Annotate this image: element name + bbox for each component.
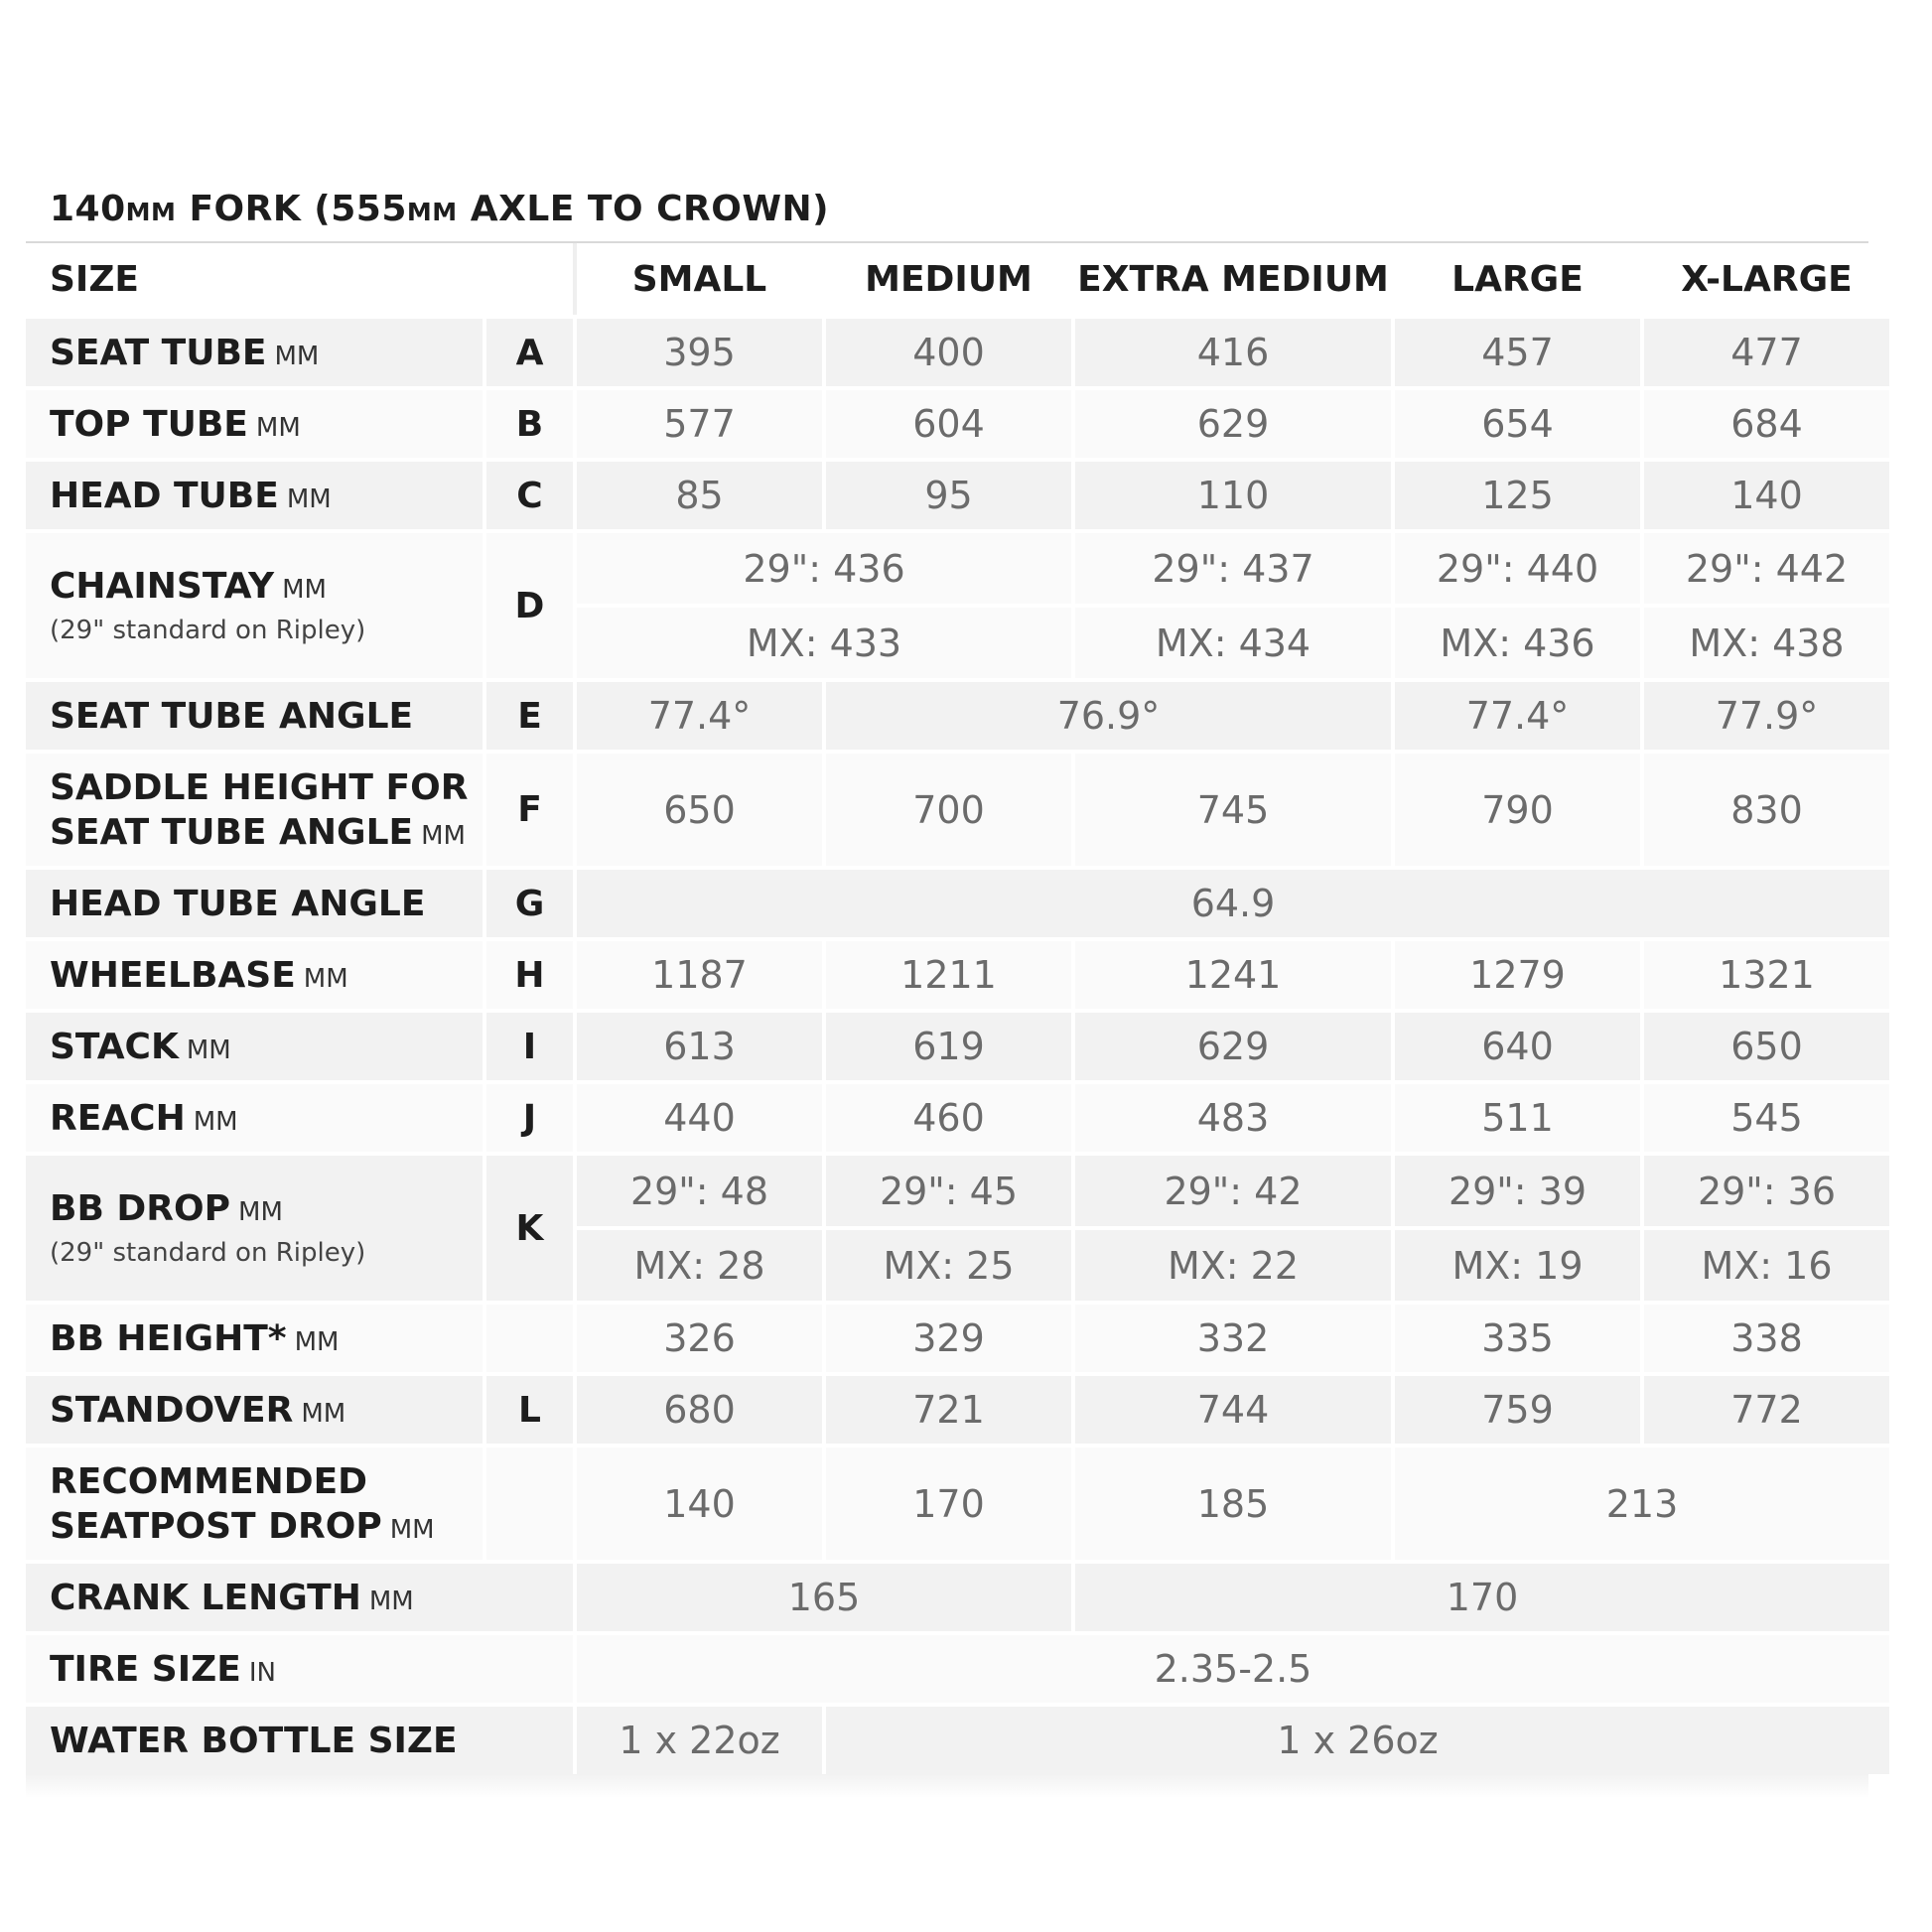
row-unit: MM [282, 575, 327, 606]
row-letter [486, 1444, 577, 1560]
cell-value: 64.9 [577, 866, 1893, 937]
cell-value: 744 [1075, 1372, 1395, 1444]
chart-title: 140MM FORK (555MM AXLE TO CROWN) [26, 179, 1868, 243]
cell-value: 604 [826, 386, 1075, 458]
cell-value: 619 [826, 1009, 1075, 1080]
cell-value: 759 [1395, 1372, 1644, 1444]
cell-value: MX: 28 [577, 1226, 826, 1301]
head-tube-angle-row [26, 866, 1893, 937]
cell-value: 110 [1075, 458, 1395, 529]
cell-value: 545 [1644, 1080, 1893, 1152]
row-unit: MM [255, 412, 301, 443]
tire-size-row [26, 1631, 1893, 1703]
row-letter: B [486, 386, 577, 458]
size-header: SIZE [26, 243, 486, 315]
head-tube-row [26, 458, 1893, 529]
size-small-header: SMALL [577, 243, 826, 315]
cell-value: 213 [1395, 1444, 1893, 1560]
row-letter: E [486, 678, 577, 750]
cell-value: 395 [577, 315, 826, 386]
seat-tube-row [26, 315, 1893, 386]
size-medium-header: MEDIUM [826, 243, 1075, 315]
cell-value: 140 [1644, 458, 1893, 529]
cell-value: 29": 440 [1395, 529, 1644, 604]
row-unit: MM [294, 1326, 340, 1357]
cell-value: MX: 438 [1644, 604, 1893, 678]
cell-value: MX: 433 [577, 604, 1075, 678]
row-unit: MM [286, 483, 332, 514]
row-label-line2: SEATPOST DROP [50, 1505, 382, 1547]
cell-value: 1 x 26oz [826, 1703, 1893, 1774]
cell-value: 483 [1075, 1080, 1395, 1152]
cell-value: 329 [826, 1301, 1075, 1372]
cell-value: 170 [826, 1444, 1075, 1560]
cell-value: MX: 25 [826, 1226, 1075, 1301]
row-letter: A [486, 315, 577, 386]
row-label: SEAT TUBE [50, 332, 267, 373]
geometry-table [26, 243, 1893, 1774]
table-bottom-fade [26, 1774, 1868, 1798]
cell-value: 1211 [826, 937, 1075, 1009]
cell-value: 95 [826, 458, 1075, 529]
row-unit: MM [389, 1514, 435, 1545]
row-label: WATER BOTTLE SIZE [26, 1703, 577, 1774]
size-extra-medium-header: EXTRA MEDIUM [1075, 243, 1395, 315]
cell-value: MX: 16 [1644, 1226, 1893, 1301]
cell-value: 457 [1395, 315, 1644, 386]
cell-value: 29": 36 [1644, 1152, 1893, 1226]
cell-value: 77.4° [577, 678, 826, 750]
row-letter: J [486, 1080, 577, 1152]
cell-value: 29": 437 [1075, 529, 1395, 604]
cell-value: 680 [577, 1372, 826, 1444]
water-bottle-row [26, 1703, 1893, 1774]
cell-value: 613 [577, 1009, 826, 1080]
cell-value: 1 x 22oz [577, 1703, 826, 1774]
row-unit: MM [193, 1106, 238, 1137]
cell-value: 684 [1644, 386, 1893, 458]
row-note: (29" standard on Ripley) [50, 616, 366, 646]
cell-value: 830 [1644, 750, 1893, 866]
row-unit: MM [186, 1035, 231, 1065]
row-label: WHEELBASE [50, 954, 296, 996]
chainstay-row [26, 529, 1893, 604]
cell-value: 1279 [1395, 937, 1644, 1009]
geometry-chart [26, 179, 1868, 1798]
cell-value: 29": 48 [577, 1152, 826, 1226]
cell-value: 790 [1395, 750, 1644, 866]
row-letter: I [486, 1009, 577, 1080]
row-unit: MM [303, 963, 348, 994]
reach-row [26, 1080, 1893, 1152]
row-label: SEAT TUBE ANGLE [26, 678, 486, 750]
cell-value: 77.9° [1644, 678, 1893, 750]
row-unit: MM [368, 1586, 414, 1616]
size-large-header: LARGE [1395, 243, 1644, 315]
cell-value: 170 [1075, 1560, 1893, 1631]
cell-value: 1321 [1644, 937, 1893, 1009]
cell-value: 85 [577, 458, 826, 529]
row-unit: IN [248, 1657, 276, 1688]
row-label-line1: SADDLE HEIGHT FOR [50, 766, 469, 808]
letter-header [486, 243, 577, 315]
cell-value: 400 [826, 315, 1075, 386]
seat-tube-angle-row [26, 678, 1893, 750]
saddle-height-row [26, 750, 1893, 866]
row-label: BB DROP [50, 1188, 231, 1230]
cell-value: 335 [1395, 1301, 1644, 1372]
cell-value: MX: 436 [1395, 604, 1644, 678]
row-label: STACK [50, 1026, 179, 1067]
cell-value: 650 [577, 750, 826, 866]
cell-value: 29": 39 [1395, 1152, 1644, 1226]
cell-value: 2.35-2.5 [577, 1631, 1893, 1703]
row-unit: MM [421, 820, 466, 851]
header-row [26, 243, 1893, 315]
cell-value: 640 [1395, 1009, 1644, 1080]
row-label: REACH [50, 1097, 186, 1139]
cell-value: 140 [577, 1444, 826, 1560]
row-unit: MM [274, 341, 320, 371]
cell-value: 165 [577, 1560, 1075, 1631]
standover-row [26, 1372, 1893, 1444]
cell-value: 332 [1075, 1301, 1395, 1372]
top-tube-row [26, 386, 1893, 458]
row-label: HEAD TUBE [50, 475, 279, 516]
row-letter: L [486, 1372, 577, 1444]
cell-value: 125 [1395, 458, 1644, 529]
cell-value: 460 [826, 1080, 1075, 1152]
cell-value: 29": 45 [826, 1152, 1075, 1226]
row-label: HEAD TUBE ANGLE [26, 866, 486, 937]
row-letter: D [486, 529, 577, 678]
cell-value: 477 [1644, 315, 1893, 386]
cell-value: 577 [577, 386, 826, 458]
bb-height-row [26, 1301, 1893, 1372]
cell-value: 185 [1075, 1444, 1395, 1560]
cell-value: 29": 42 [1075, 1152, 1395, 1226]
cell-value: 654 [1395, 386, 1644, 458]
cell-value: MX: 22 [1075, 1226, 1395, 1301]
row-label: STANDOVER [50, 1389, 294, 1431]
cell-value: 511 [1395, 1080, 1644, 1152]
cell-value: 1241 [1075, 937, 1395, 1009]
row-letter: C [486, 458, 577, 529]
size-x-large-header: X-LARGE [1644, 243, 1893, 315]
cell-value: 772 [1644, 1372, 1893, 1444]
cell-value: 440 [577, 1080, 826, 1152]
cell-value: 29": 442 [1644, 529, 1893, 604]
cell-value: MX: 19 [1395, 1226, 1644, 1301]
cell-value: 700 [826, 750, 1075, 866]
cell-value: 745 [1075, 750, 1395, 866]
cell-value: 338 [1644, 1301, 1893, 1372]
row-letter: F [486, 750, 577, 866]
row-label-line1: RECOMMENDED [50, 1460, 368, 1502]
cell-value: 1187 [577, 937, 826, 1009]
row-note: (29" standard on Ripley) [50, 1238, 366, 1269]
row-label: BB HEIGHT* [50, 1317, 287, 1359]
row-label-line2: SEAT TUBE ANGLE [50, 811, 414, 853]
row-label: CHAINSTAY [50, 566, 275, 608]
row-unit: MM [238, 1197, 283, 1228]
row-letter: K [486, 1152, 577, 1301]
row-label: TOP TUBE [50, 403, 248, 445]
row-label: CRANK LENGTH [50, 1577, 361, 1618]
cell-value: 629 [1075, 386, 1395, 458]
row-label: TIRE SIZE [50, 1648, 241, 1690]
cell-value: 721 [826, 1372, 1075, 1444]
cell-value: 29": 436 [577, 529, 1075, 604]
seatpost-drop-row [26, 1444, 1893, 1560]
row-unit: MM [301, 1398, 346, 1429]
wheelbase-row [26, 937, 1893, 1009]
cell-value: 77.4° [1395, 678, 1644, 750]
cell-value: 650 [1644, 1009, 1893, 1080]
row-letter: G [486, 866, 577, 937]
stack-row [26, 1009, 1893, 1080]
cell-value: 76.9° [826, 678, 1395, 750]
cell-value: MX: 434 [1075, 604, 1395, 678]
row-letter: H [486, 937, 577, 1009]
row-letter [486, 1301, 577, 1372]
crank-length-row [26, 1560, 1893, 1631]
cell-value: 326 [577, 1301, 826, 1372]
bb-drop-row [26, 1152, 1893, 1226]
cell-value: 629 [1075, 1009, 1395, 1080]
cell-value: 416 [1075, 315, 1395, 386]
